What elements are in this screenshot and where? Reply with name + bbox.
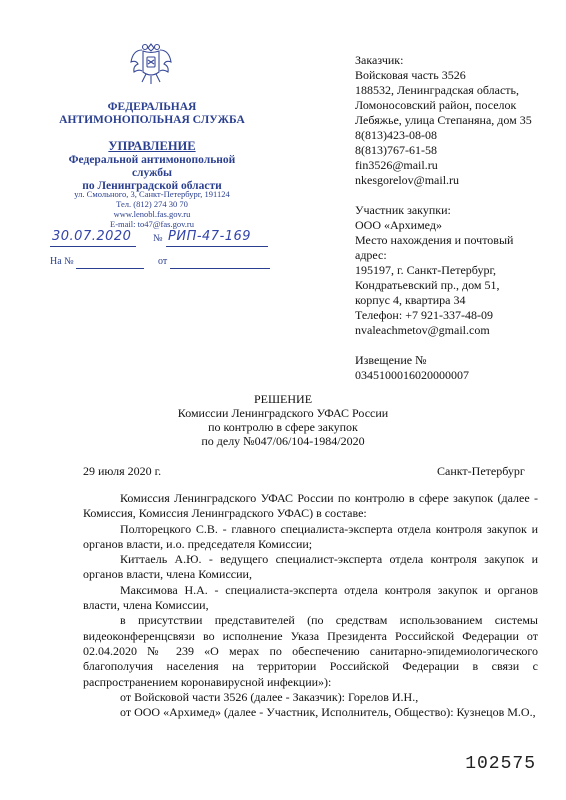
agency-contacts (52, 189, 252, 229)
participant-line: Кондратьевский пр., дом 51, (355, 278, 500, 292)
customer-line: 8(813)767-61-58 (355, 143, 437, 157)
paragraph: Полторецкого С.В. - главного специалиста-эксперта отдела контроля закупок и органов власти, и.о. председателя Комиссии; (83, 521, 538, 551)
agency-line-1: ФЕДЕРАЛЬНАЯ (107, 101, 197, 113)
paragraph: Максимова Н.А. - специалиста-эксперта отдела контроля закупок и органов власти, члена Комиссии, (83, 582, 538, 613)
participant-line: Участник закупки: (355, 203, 451, 217)
participant-line: nvaleachmetov@gmail.com (355, 323, 490, 337)
participant-line: ООО «Архимед» (355, 218, 442, 232)
page-serial-number: 102575 (465, 754, 536, 774)
paragraph: от Войсковой части 3526 (далее - Заказчик): Горелов И.Н., (120, 689, 419, 704)
number-label: № (153, 233, 163, 244)
reply-number-label: На № (50, 256, 74, 267)
title-line-1: РЕШЕНИЕ (253, 392, 313, 406)
department-line-1: УПРАВЛЕНИЕ (108, 139, 196, 153)
title-line-4: по делу №047/06/104-1984/2020 (201, 434, 365, 448)
notice-line: Извещение № (355, 353, 427, 367)
paragraph: в присутствии представителей (по средствам использованием системы видеоконференцсвязи во исполнение Указа Президента Российской Федерации от 02.04.2020 № 239 «О мерах по обеспечению санитарно-эпидемиологического благополучия населения на территории Российской Федерации в связи с распространением коронавирусной инфекции»): (83, 613, 538, 689)
customer-line: nkesgorelov@mail.ru (355, 173, 460, 187)
addressee-block (355, 53, 555, 383)
participant-line: 195197, г. Санкт-Петербург, (355, 263, 497, 277)
paragraph: Киттаель А.Ю. - ведущего специалист-эксперта отдела контроля закупок и органов власти, члена Комиссии, (83, 552, 538, 582)
agency-website: www.lenobl.fas.gov.ru (113, 209, 191, 219)
reply-reference (50, 256, 280, 270)
participant-line: корпус 4, квартира 34 (355, 293, 466, 307)
coat-of-arms-icon (128, 38, 174, 88)
handwritten-date: 30.07.2020 (52, 229, 132, 244)
decision-title (0, 392, 566, 448)
department-line-3: по Ленинградской области (82, 180, 222, 192)
agency-phone: Тел. (812) 274 30 70 (116, 199, 188, 209)
notice-line: 0345100016020000007 (355, 368, 469, 382)
agency-address: ул. Смольного, 3, Санкт-Петербург, 191124 (74, 189, 230, 199)
decision-body (83, 491, 538, 720)
decision-date: 29 июля 2020 г. (83, 464, 162, 478)
customer-line: Лебяжье, улица Степаняна, дом 35 (355, 113, 532, 127)
agency-name (52, 101, 252, 127)
agency-line-2: АНТИМОНОПОЛЬНАЯ СЛУЖБА (59, 114, 245, 126)
participant-line: адрес: (355, 248, 387, 262)
outgoing-number (50, 229, 280, 247)
participant-line: Телефон: +7 921-337-48-09 (355, 308, 493, 322)
decision-city: Санкт-Петербург (437, 464, 525, 478)
paragraph: Комиссия Ленинградского УФАС России по контролю в сфере закупок (далее - Комиссия, Комиссия Ленинградского УФАС) в составе: (83, 491, 538, 521)
title-line-2: Комиссии Ленинградского УФАС России (177, 406, 389, 420)
customer-line: 188532, Ленинградская область, (355, 83, 519, 97)
reply-from-label: от (158, 256, 168, 267)
customer-line: Заказчик: (355, 53, 404, 67)
customer-line: fin3526@mail.ru (355, 158, 438, 172)
handwritten-number: РИП-47-169 (168, 229, 252, 244)
participant-line: Место нахождения и почтовый (355, 233, 514, 247)
customer-line: Ломоносовский район, поселок (355, 98, 517, 112)
customer-line: 8(813)423-08-08 (355, 128, 437, 142)
department-line-2: Федеральной антимонопольной службы (68, 154, 236, 179)
paragraph: от ООО «Архимед» (далее - Участник, Исполнитель, Общество): Кузнецов М.О., (120, 705, 536, 720)
customer-line: Войсковая часть 3526 (355, 68, 466, 82)
department-name (52, 140, 252, 193)
agency-email: E-mail: to47@fas.gov.ru (110, 219, 194, 229)
title-line-3: по контролю в сфере закупок (208, 420, 358, 434)
